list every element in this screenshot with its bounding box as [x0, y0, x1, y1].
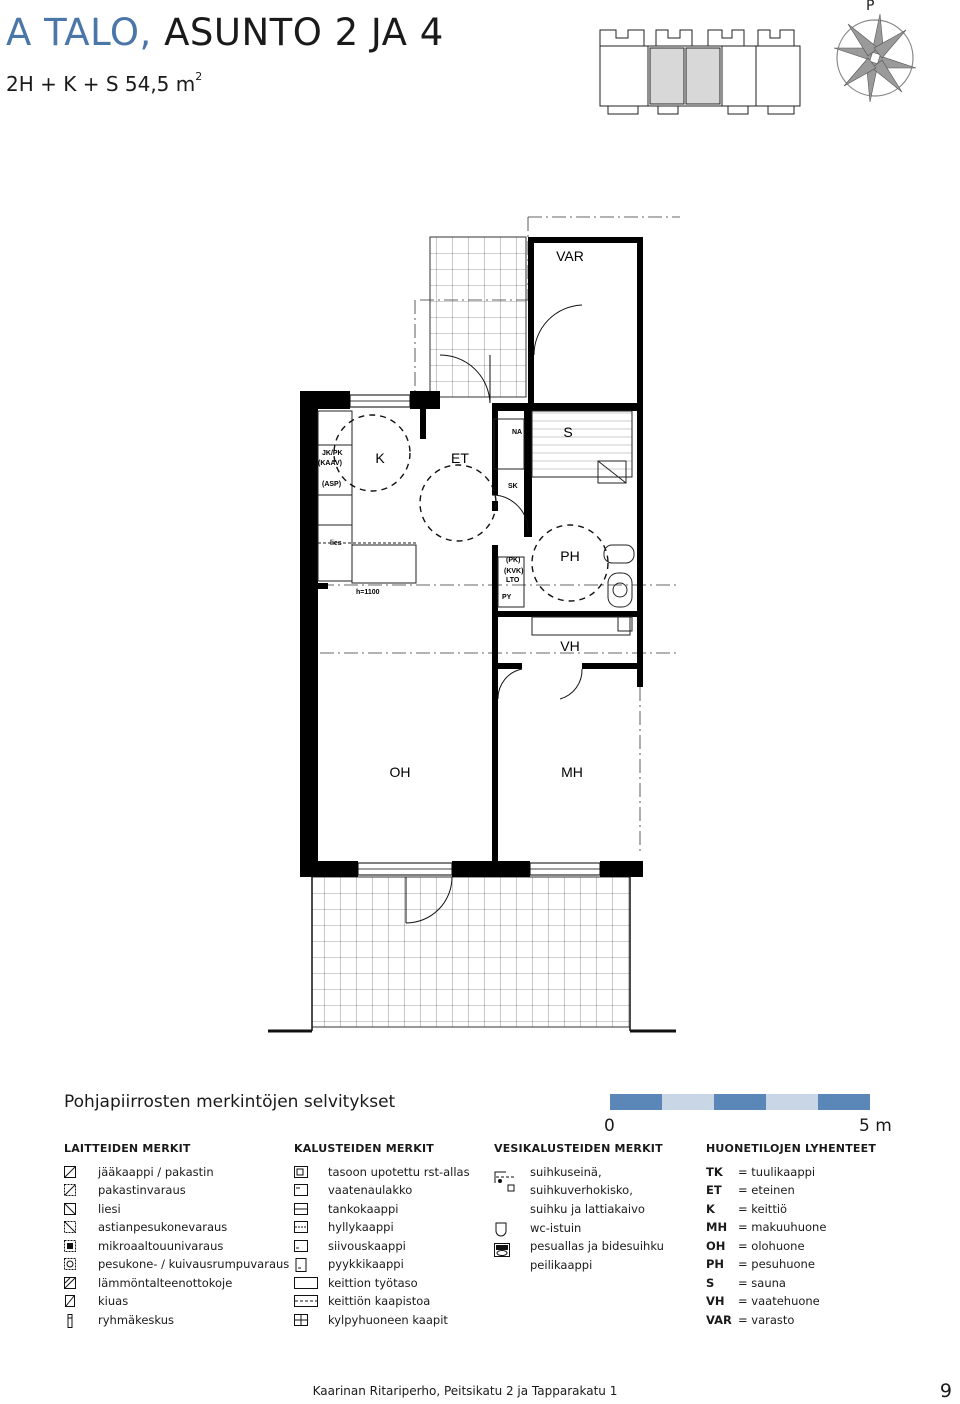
cleaning-cabinet-icon — [294, 1240, 308, 1252]
label-jkpk: JK/PK — [322, 450, 343, 457]
label-sk: SK — [508, 483, 518, 490]
legend-item: astianpesukonevaraus — [64, 1218, 286, 1237]
floor-plan-drawing — [260, 205, 680, 1045]
title-apartment: ASUNTO 2 JA 4 — [164, 11, 444, 54]
sauna-stove-icon — [64, 1295, 76, 1307]
legend-item: hyllykaappi — [294, 1218, 484, 1237]
legend-item: vaatenaulakko — [294, 1181, 484, 1200]
legend-item: pakastinvaraus — [64, 1181, 286, 1200]
legend-item: K = keittiö — [706, 1201, 788, 1216]
legend-fixtures — [294, 1140, 484, 1329]
legend-item: ryhmäkeskus — [64, 1311, 286, 1330]
compass-rose-icon — [828, 0, 938, 110]
room-label-vh: VH — [560, 638, 580, 654]
washing-machine-icon — [64, 1258, 76, 1270]
legend-item: pesuallas ja bidesuihku peilikaappi — [494, 1237, 694, 1275]
legend-item: MH = makuuhuone — [706, 1220, 827, 1234]
legend-item: tasoon upotettu rst-allas — [294, 1163, 484, 1182]
north-compass — [828, 0, 938, 110]
kitchen-cabinets-icon — [294, 1295, 318, 1307]
label-na: NA — [512, 429, 523, 436]
legend-item: keittiön kaapistoa — [294, 1292, 484, 1311]
room-label-k: K — [375, 450, 385, 466]
page-number: 9 — [939, 1380, 952, 1402]
label-pk: (PK) — [506, 557, 521, 564]
legend-item: lämmöntalteenottokoje — [64, 1274, 286, 1293]
legend-item: liesi — [64, 1200, 286, 1219]
distribution-board-icon — [64, 1314, 76, 1328]
shelf-cabinet-icon — [294, 1221, 308, 1233]
heat-recovery-unit-icon — [64, 1277, 76, 1289]
north-label: P — [866, 0, 875, 14]
legend-appliances-title: LAITTEIDEN MERKIT — [64, 1142, 191, 1155]
legend-item: VAR = varasto — [706, 1312, 795, 1327]
scale-bar — [582, 1094, 902, 1144]
legend-item: pesukone- / kuivausrumpuvaraus — [64, 1255, 286, 1274]
microwave-reserve-icon — [64, 1240, 76, 1252]
footer-address: Kaarinan Ritariperho, Peitsikatu 2 ja Tapparakatu 1 — [312, 1384, 618, 1398]
legend-item: siivouskaappi — [294, 1237, 484, 1256]
legend-item: tankokaappi — [294, 1200, 484, 1219]
laundry-cabinet-icon — [294, 1258, 308, 1272]
room-label-mh: MH — [561, 764, 583, 780]
legend-item: ET = eteinen — [706, 1183, 795, 1197]
legend-item: wc-istuin — [494, 1219, 694, 1238]
title-building: A TALO, — [6, 11, 152, 54]
scale-start-label: 0 — [604, 1116, 615, 1136]
toilet-icon — [494, 1222, 508, 1238]
legend-item: keittion työtaso — [294, 1274, 484, 1293]
legend-item: S = sauna — [706, 1275, 786, 1290]
label-lto: LTO — [506, 577, 520, 584]
room-label-s: S — [563, 424, 573, 440]
legend-heading: Pohjapiirrosten merkintöjen selvitykset — [64, 1092, 396, 1112]
legend-item: kylpyhuoneen kaapit — [294, 1311, 484, 1330]
legend-plumbing — [494, 1140, 694, 1275]
legend-item: OH = olohuone — [706, 1238, 805, 1253]
apartment-summary — [6, 70, 202, 98]
room-label-et: ET — [451, 450, 469, 466]
area-unit-superscript: 2 — [195, 70, 203, 83]
legend-item: jääkaappi / pakastin — [64, 1163, 286, 1182]
fridge-freezer-icon — [64, 1166, 76, 1178]
legend-item: VH = vaatehuone — [706, 1294, 820, 1308]
freezer-reserve-icon — [64, 1184, 76, 1196]
legend-room-abbreviations — [706, 1140, 876, 1329]
label-asp: (ASP) — [322, 481, 342, 488]
legend-item: mikroaaltouunivaraus — [64, 1237, 286, 1256]
bathroom-cabinet-icon — [294, 1314, 308, 1326]
wardrobe-rod-icon — [294, 1203, 308, 1215]
room-label-oh: OH — [389, 764, 411, 780]
key-plan-diagram — [598, 20, 803, 120]
legend-item: suihkuseinä, suihkuverhokisko, suihku ja lattiakaivo — [494, 1163, 694, 1219]
legend-item: kiuas — [64, 1292, 286, 1311]
label-kaav: (KAAV) — [318, 460, 342, 467]
legend-plumbing-title: VESIKALUSTEIDEN MERKIT — [494, 1142, 663, 1155]
stove-icon — [64, 1203, 76, 1215]
legend-item: PH = pesuhuone — [706, 1257, 815, 1271]
label-py: PY — [502, 594, 512, 601]
scale-end-label: 5 m — [859, 1116, 892, 1136]
room-label-var: VAR — [556, 248, 584, 264]
legend-item: pyykkikaappi — [294, 1255, 484, 1274]
legend-item: TK = tuulikaappi — [706, 1164, 816, 1179]
label-lies: lies — [330, 540, 342, 547]
sink-icon — [294, 1166, 308, 1178]
page-title — [6, 8, 444, 58]
dishwasher-reserve-icon — [64, 1221, 76, 1233]
legend-appliances — [64, 1140, 290, 1329]
kitchen-counter-icon — [294, 1277, 318, 1289]
washbasin-icon — [494, 1243, 510, 1257]
legend-rooms-title: HUONETILOJEN LYHENTEET — [706, 1142, 877, 1155]
room-label-ph: PH — [560, 548, 580, 564]
legend-fixtures-title: KALUSTEIDEN MERKIT — [294, 1142, 434, 1155]
label-h1100: h=1100 — [356, 589, 380, 596]
label-kvk: (KVK) — [504, 568, 524, 575]
coat-rack-icon — [294, 1184, 308, 1196]
apartment-size: 2H + K + S 54,5 m — [6, 72, 196, 96]
scale-bar-graphic — [610, 1094, 870, 1110]
shower-icon — [494, 1171, 518, 1195]
